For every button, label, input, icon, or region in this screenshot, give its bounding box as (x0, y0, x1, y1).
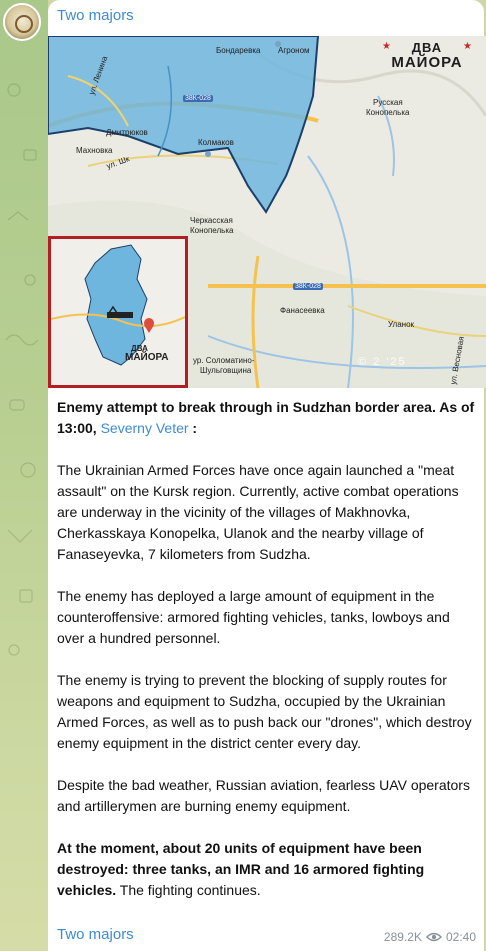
view-count: 289.2K (383, 930, 422, 944)
road-badge-1: 38К-028 (185, 95, 211, 102)
map-label-ul-shk: ул. Шк (105, 154, 131, 171)
message-meta (384, 930, 476, 944)
post-paragraph-3: The enemy is trying to prevent the blocking of supply routes for weapons and equipment to Sudzha, occupied by the Ukrainian Armed Forces, as well as to push back our "drones", which destroy enemy equipment in the district center every day. (57, 672, 472, 751)
inset-logo-bottom: МАЙОРА (125, 352, 169, 363)
inset-map-canvas (51, 239, 185, 385)
channel-name[interactable]: Two majors (57, 7, 134, 24)
map-label-cherkasskaya-2: Конопелька (190, 226, 234, 235)
chat-background-pattern (0, 0, 48, 951)
eye-icon (426, 932, 442, 942)
logo-star-icon: ★ (382, 41, 391, 52)
map-label-makhnovka: Махновка (76, 146, 113, 155)
severny-veter-link[interactable]: Severny Veter (100, 420, 189, 436)
paragraph-5-bold: At the moment, about 20 units of equipment have been destroyed: three tanks, an IMR and 16 armored fighting vehicles. (57, 840, 425, 898)
inset-logo-top: ДВА (131, 344, 148, 353)
map-watermark: © 2 '25 (358, 356, 407, 368)
map-label-russkaya-2: Конопелька (366, 108, 410, 117)
post-paragraph-4: Despite the bad weather, Russian aviation, fearless UAV operators and artillerymen are burning enemy equipment. (57, 777, 470, 814)
road-badge-2: 38К-028 (295, 283, 321, 290)
map-label-cherkasskaya-1: Черкасская (190, 216, 233, 225)
map-label-dmitryukov: Дмитрюков (106, 128, 148, 137)
headline-text: Enemy attempt to break through in Sudzhan border area. As of 13:00, (57, 399, 475, 436)
dva-mayora-logo (378, 40, 476, 74)
post-paragraph-5 (57, 838, 477, 901)
post-headline (57, 397, 477, 439)
map-label-solomatino-1: ур. Соломатино- (193, 356, 255, 365)
map-image[interactable] (48, 36, 486, 388)
overview-inset-map (48, 236, 188, 388)
post-text (57, 397, 477, 922)
headline-tail: : (192, 420, 198, 436)
map-label-fanaseevka: Фанасеевка (280, 306, 325, 315)
map-label-ul-vesnovaya: ул. Весновая (448, 335, 466, 386)
footer-channel-name[interactable]: Two majors (57, 926, 134, 943)
map-label-kolmakov: Колмаков (198, 138, 234, 147)
logo-line-bottom: МАЙОРА (391, 54, 463, 71)
map-label-solomatino-2: Шульговщина (200, 366, 252, 375)
map-label-ulanok: Уланок (388, 320, 415, 329)
map-label-ul-lenina: ул. Ленина (87, 54, 110, 97)
paragraph-5-tail: The fighting continues. (116, 882, 261, 898)
map-label-bondarevka: Бондаревка (216, 46, 261, 55)
logo-line-top: ДВА (411, 40, 443, 55)
map-label-apronom: Агроном (278, 46, 310, 55)
channel-avatar[interactable] (3, 3, 41, 41)
post-paragraph-1: The Ukrainian Armed Forces have once again launched a "meat assault" on the Kursk region. Currently, active combat operations are underway in the vicinity of the villages of Makhnovka, Cherkasskaya Konopelka, Ulanok and the nearby village of Fanaseyevka, 7 kilometers from Sudzha. (57, 462, 459, 562)
map-label-russkaya-1: Русская (373, 98, 403, 107)
message-time: 02:40 (445, 930, 476, 944)
logo-star-icon: ★ (463, 41, 472, 52)
post-paragraph-2: The enemy has deployed a large amount of equipment in the counteroffensive: armored fighting vehicles, tanks, lowboys and over a hundred personnel. (57, 588, 450, 646)
